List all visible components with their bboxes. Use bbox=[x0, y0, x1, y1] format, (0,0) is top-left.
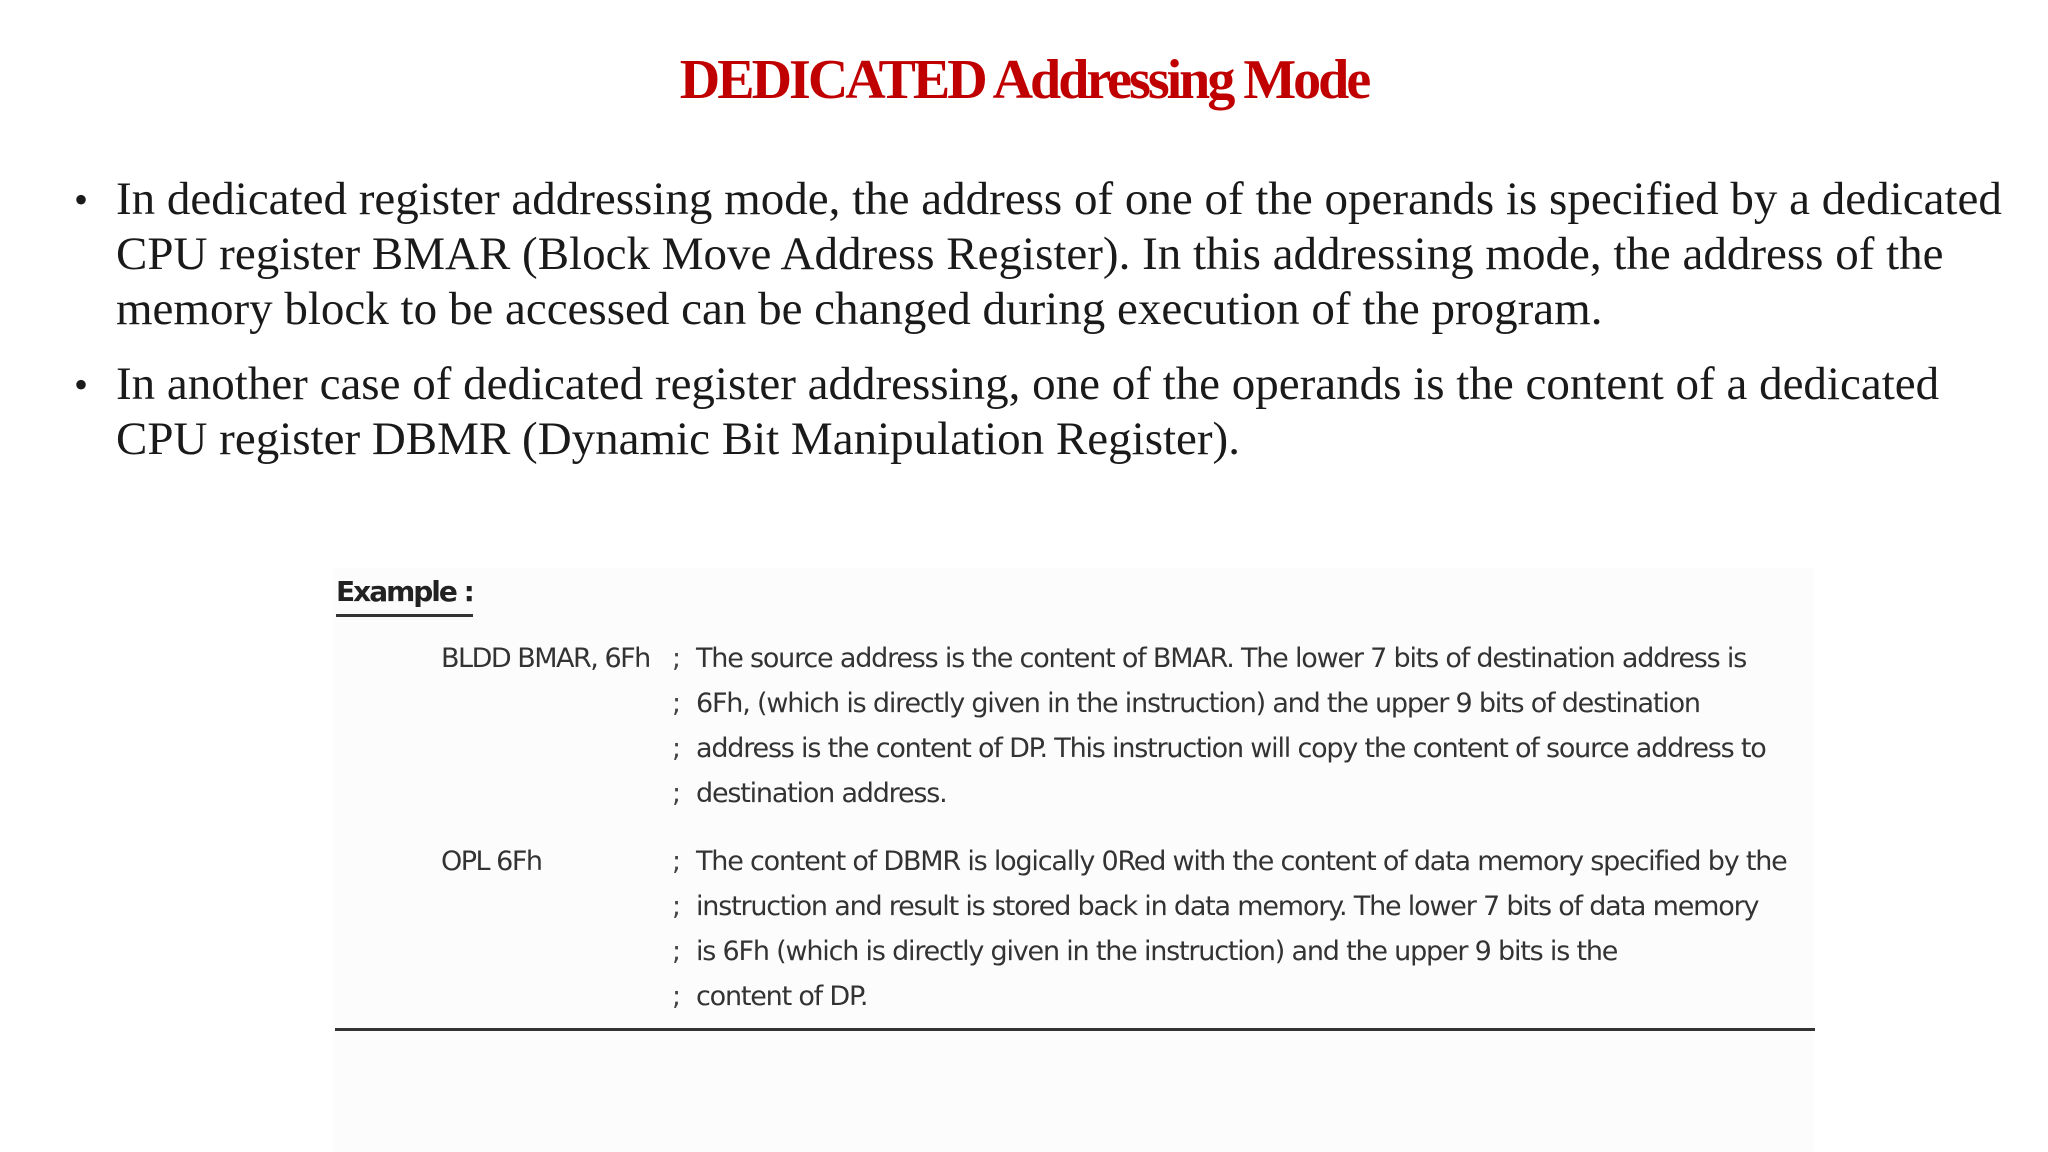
comment-line bbox=[672, 891, 1802, 936]
comment-text: instruction and result is stored back in data memory. The lower 7 bits of data memory bbox=[696, 891, 1759, 922]
comment-marker: ; bbox=[672, 936, 680, 967]
comment-text: address is the content of DP. This instruction will copy the content of source address to bbox=[696, 733, 1766, 764]
bullet-list bbox=[70, 172, 2010, 487]
comment-line bbox=[672, 936, 1802, 981]
comment-line bbox=[672, 846, 1802, 891]
comment-marker: ; bbox=[672, 981, 680, 1012]
comment-marker: ; bbox=[672, 733, 680, 764]
bullet-marker: • bbox=[74, 177, 89, 222]
example-bottom-rule bbox=[335, 1028, 1815, 1031]
comment-line bbox=[672, 981, 1802, 1026]
bullet-text: In dedicated register addressing mode, the address of one of the operands is specified by a dedicated CPU register BMAR (Block Move Address Register). In this addressing mode, the address of the memory block to be accessed can be changed during execution of the program. bbox=[116, 173, 2002, 335]
bullet-text: In another case of dedicated register addressing, one of the operands is the content of a dedicated CPU register DBMR (Dynamic Bit Manipulation Register). bbox=[116, 358, 1940, 465]
comment-block bbox=[672, 643, 1802, 823]
comment-marker: ; bbox=[672, 846, 680, 877]
comment-marker: ; bbox=[672, 778, 680, 809]
comment-marker: ; bbox=[672, 688, 680, 719]
slide-title: DEDICATED Addressing Mode bbox=[679, 49, 1369, 111]
comment-text: content of DP. bbox=[696, 981, 868, 1012]
comment-text: 6Fh, (which is directly given in the instruction) and the upper 9 bits of destination bbox=[696, 688, 1700, 719]
comment-text: is 6Fh (which is directly given in the instruction) and the upper 9 bits is the bbox=[696, 936, 1618, 967]
comment-line bbox=[672, 643, 1802, 688]
comment-text: The content of DBMR is logically 0Red with the content of data memory specified by the bbox=[696, 846, 1787, 877]
instruction-text: OPL 6Fh bbox=[441, 846, 542, 877]
comment-line bbox=[672, 688, 1802, 733]
example-label: Example : bbox=[336, 575, 473, 617]
bullet-item bbox=[70, 172, 2010, 337]
instruction-text: BLDD BMAR, 6Fh bbox=[441, 643, 650, 674]
comment-line bbox=[672, 778, 1802, 823]
bullet-marker: • bbox=[74, 362, 89, 407]
comment-text: destination address. bbox=[696, 778, 947, 809]
bullet-item bbox=[70, 357, 2010, 467]
comment-line bbox=[672, 733, 1802, 778]
comment-text: The source address is the content of BMAR. The lower 7 bits of destination address is bbox=[696, 643, 1747, 674]
comment-marker: ; bbox=[672, 643, 680, 674]
comment-marker: ; bbox=[672, 891, 680, 922]
comment-block bbox=[672, 846, 1802, 1026]
